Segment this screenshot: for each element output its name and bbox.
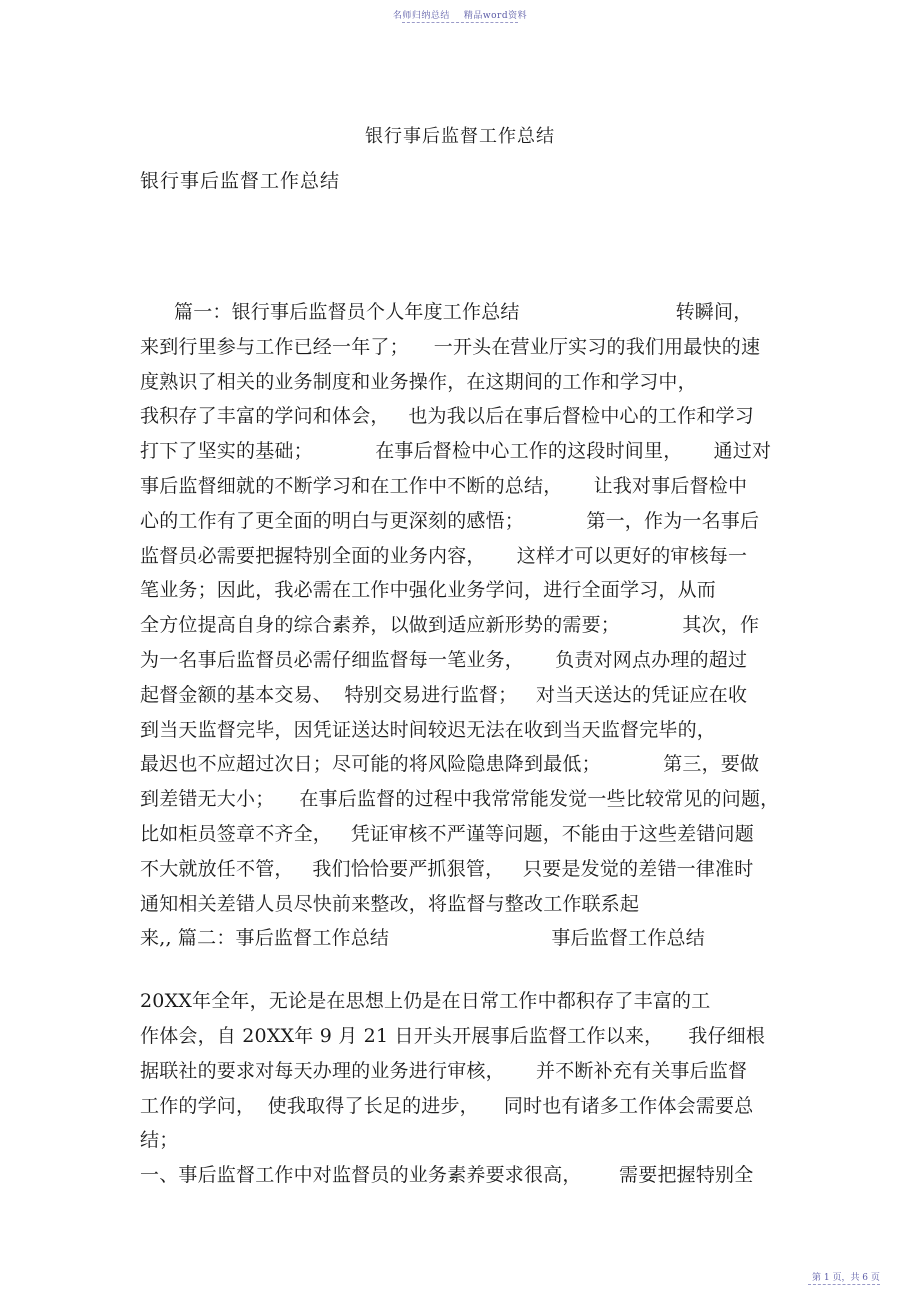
body-line: 一、事后监督工作中对监督员的业务素养要求很高， 需要把握特别全 xyxy=(140,1164,754,1187)
body-line: 作体会，自 20XX年 9 月 21 日开头开展事后监督工作以来， 我仔细根 xyxy=(140,1024,766,1047)
body-line: 全方位提高自身的综合素养，以做到适应新形势的需要； 其次，作 xyxy=(140,614,760,637)
header-left-text: 名师归纳总结 xyxy=(392,11,450,21)
body-line: 到当天监督完毕，因凭证送达时间较迟无法在收到当天监督完毕的， xyxy=(140,718,717,741)
header-divider xyxy=(402,22,518,23)
body-line: 比如柜员签章不齐全， 凭证审核不严谨等问题，不能由于这些差错问题 xyxy=(140,822,754,845)
body-line: 打下了坚实的基础； 在事后督检中心工作的这段时间里， 通过对 xyxy=(140,440,772,463)
document-subtitle: 银行事后监督工作总结 xyxy=(140,170,341,192)
body-line: 到差错无大小； 在事后监督的过程中我常常能发觉一些比较常见的问题， xyxy=(140,788,780,811)
body-line: 结； xyxy=(140,1129,179,1152)
paragraph-spacer xyxy=(140,956,790,984)
body-line: 心的工作有了更全面的明白与更深刻的感悟； 第一，作为一名事后 xyxy=(140,509,760,532)
body-line: 为一名事后监督员必需仔细监督每一笔业务， 负责对网点办理的超过 xyxy=(140,648,748,671)
body-line: 度熟识了相关的业务制度和业务操作，在这期间的工作和学习中， xyxy=(140,370,697,393)
body-line: 来,, 篇二：事后监督工作总结 事后监督工作总结 xyxy=(140,927,705,950)
body-line: 监督员必需要把握特别全面的业务内容， 这样才可以更好的审核每一 xyxy=(140,544,748,567)
body-line: 最迟也不应超过次日；尽可能的将风险隐患降到最低； 第三，要做 xyxy=(140,753,760,776)
footer-divider xyxy=(808,1284,880,1285)
body-line: 事后监督细就的不断学习和在工作中不断的总结， 让我对事后督检中 xyxy=(140,474,748,497)
body-line: 据联社的要求对每天办理的业务进行审核， 并不断补充有关事后监督 xyxy=(140,1059,748,1082)
page-header xyxy=(0,8,920,21)
body-line: 通知相关差错人员尽快前来整改，将监督与整改工作联系起 xyxy=(140,892,640,915)
document-title: 银行事后监督工作总结 xyxy=(365,126,555,147)
body-line: 不大就放任不管， 我们恰恰要严抓狠管， 只要是发觉的差错一律准时 xyxy=(140,857,754,880)
page-number: 第 1 页，共 6 页 xyxy=(812,1273,880,1283)
body-line: 笔业务；因此，我必需在工作中强化业务学问，进行全面学习，从而 xyxy=(140,579,717,602)
body-line: 20XX年全年，无论是在思想上仍是在日常工作中都积存了丰富的工 xyxy=(140,990,711,1013)
document-body xyxy=(140,295,790,1193)
body-line: 起督金额的基本交易、 特别交易进行监督； 对当天送达的凭证应在收 xyxy=(140,683,748,706)
body-line: 工作的学问， 使我取得了长足的进步， 同时也有诸多工作体会需要总 xyxy=(140,1094,754,1117)
body-line: 篇一：银行事后监督员个人年度工作总结 转瞬间， xyxy=(174,301,753,323)
body-line: 我积存了丰富的学问和体会， 也为我以后在事后督检中心的工作和学习 xyxy=(140,405,754,428)
header-right-text: 精品word资料 xyxy=(463,11,528,21)
body-line: 来到行里参与工作已经一年了； 一开头在营业厅实习的我们用最快的速 xyxy=(140,335,761,358)
